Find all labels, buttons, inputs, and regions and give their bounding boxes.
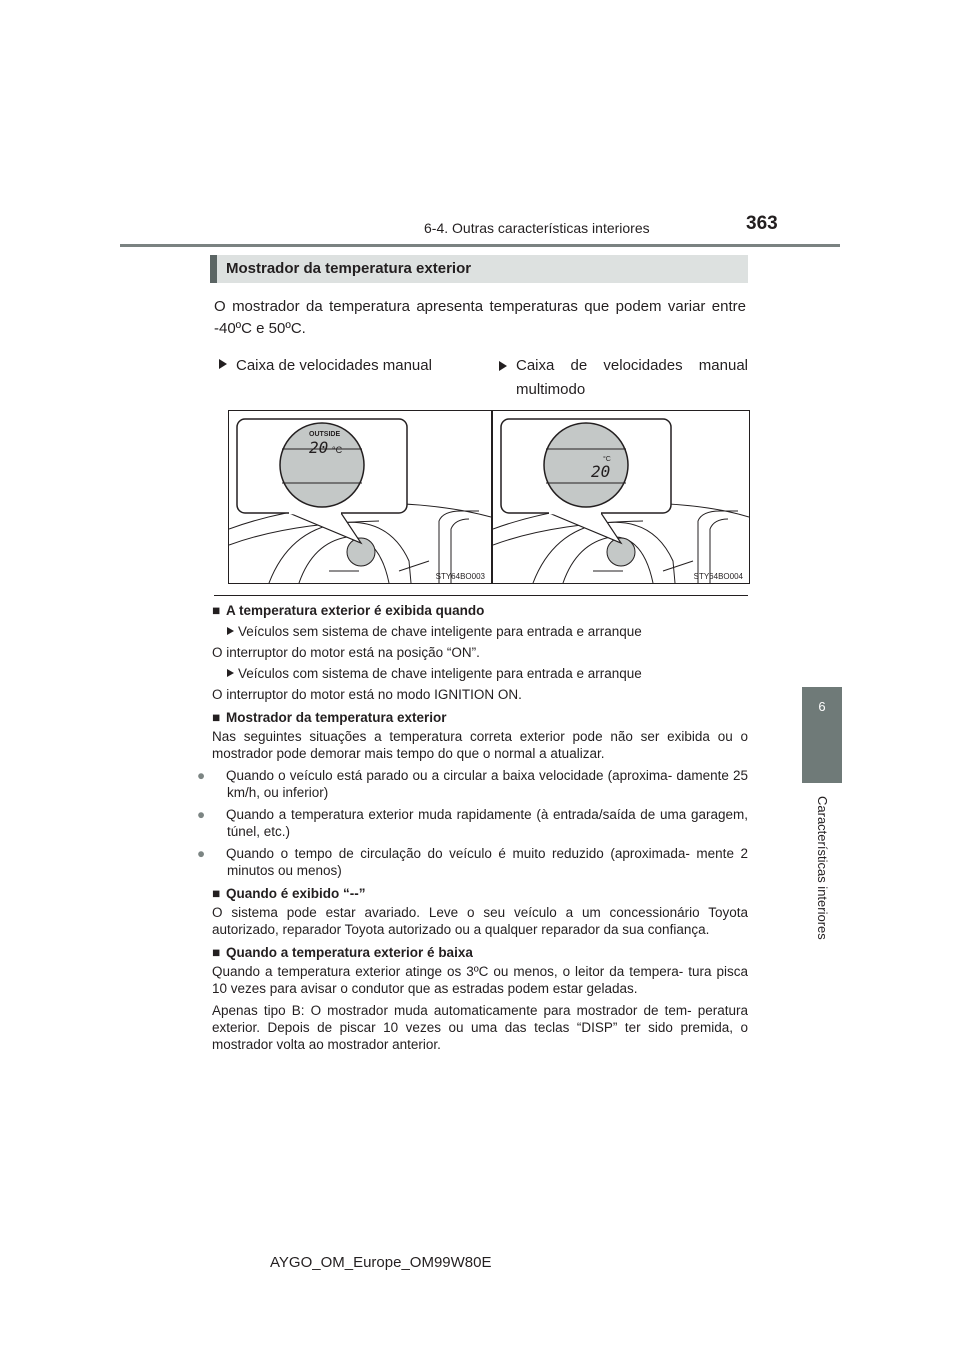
note-case-1-text: O interruptor do motor está na posição “ON”. xyxy=(212,645,480,660)
temperature-value: 20 xyxy=(591,462,611,481)
temperature-unit: °C xyxy=(332,445,343,455)
variant-label-multimode: Caixa de velocidades manual multimodo xyxy=(498,354,748,402)
figure-multimode-display xyxy=(492,410,750,584)
note-case-2-text: O interruptor do motor está no modo IGNITION ON. xyxy=(212,687,522,702)
triangle-bullet-icon xyxy=(226,623,238,640)
bullet-dot-icon: ● xyxy=(197,807,206,822)
bullet-dot-icon: ● xyxy=(197,768,206,783)
bullet-dot-icon: ● xyxy=(197,846,206,861)
triangle-bullet-icon xyxy=(226,665,238,682)
outside-label: OUTSIDE xyxy=(309,431,341,438)
dashboard-illustration xyxy=(229,411,491,583)
figure-manual-display xyxy=(228,410,492,584)
note-case-1: Veículos sem sistema de chave inteligente para entrada e arranque xyxy=(212,623,748,640)
triangle-bullet-icon xyxy=(498,356,510,402)
triangle-bullet-icon xyxy=(218,354,230,378)
note-low-text-2: Apenas tipo B: O mostrador muda automaticamente para mostrador de tem- peratura exterior. Depois de piscar 10 vezes ou uma das teclas “DISP” ter sido premida, o mostrador volta ao mostrador anterior. xyxy=(212,1003,748,1052)
footer-doc-code: AYGO_OM_Europe_OM99W80E xyxy=(270,1254,492,1271)
chapter-tab[interactable]: 6 xyxy=(802,687,842,783)
note-heading-shown: ■ A temperatura exterior é exibida quando xyxy=(212,603,485,618)
temperature-unit: °C xyxy=(603,456,611,463)
figure-code: STY64BO004 xyxy=(693,572,743,581)
temperature-value: 20 xyxy=(309,438,329,457)
note-display-bullet: ● Quando o veículo está parado ou a circular a baixa velocidade (aproxima- damente 25 km/h, ou inferior) xyxy=(197,768,748,800)
intro-paragraph: O mostrador da temperatura apresenta temperaturas que podem variar entre -40ºC e 50ºC. xyxy=(214,298,746,337)
heading-bar xyxy=(210,255,217,283)
note-display-text: Nas seguintes situações a temperatura correta exterior pode não ser exibida ou o mostrador pode demorar mais tempo do que o normal a atualizar. xyxy=(212,729,748,761)
dashboard-illustration xyxy=(493,411,749,583)
note-heading-display: ■ Mostrador da temperatura exterior xyxy=(212,710,447,725)
note-display-bullet: ● Quando a temperatura exterior muda rapidamente (à entrada/saída de uma garagem, túnel, etc.) xyxy=(197,807,748,839)
note-heading-low: ■ Quando a temperatura exterior é baixa xyxy=(212,945,473,960)
note-heading-dashes: ■ Quando é exibido “--” xyxy=(212,886,366,901)
notes-block xyxy=(197,602,748,1053)
note-low-text-1: Quando a temperatura exterior atinge os 3ºC ou menos, o leitor da tempera- tura pisca 10 vezes para avisar o condutor que as estradas podem estar geladas. xyxy=(212,964,748,996)
figure-code: STY64BO003 xyxy=(435,572,485,581)
page-number: 363 xyxy=(746,213,778,234)
note-display-bullet: ● Quando o tempo de circulação do veículo é muito reduzido (aproximada- mente 2 minutos ou menos) xyxy=(197,846,748,878)
section-title: Mostrador da temperatura exterior xyxy=(226,260,472,277)
header-rule xyxy=(120,244,840,247)
note-case-2: Veículos com sistema de chave inteligente para entrada e arranque xyxy=(212,665,748,682)
variant-label-manual: Caixa de velocidades manual xyxy=(218,354,468,378)
note-dashes-text: O sistema pode estar avariado. Leve o seu veículo a um concessionário Toyota autorizado, reparador Toyota autorizado ou a qualquer reparador da sua confiança. xyxy=(212,905,748,937)
section-heading xyxy=(210,255,748,283)
separator-rule xyxy=(214,595,748,596)
chapter-label: Características interiores xyxy=(815,796,830,940)
header-section-title: 6-4. Outras características interiores xyxy=(424,220,650,236)
